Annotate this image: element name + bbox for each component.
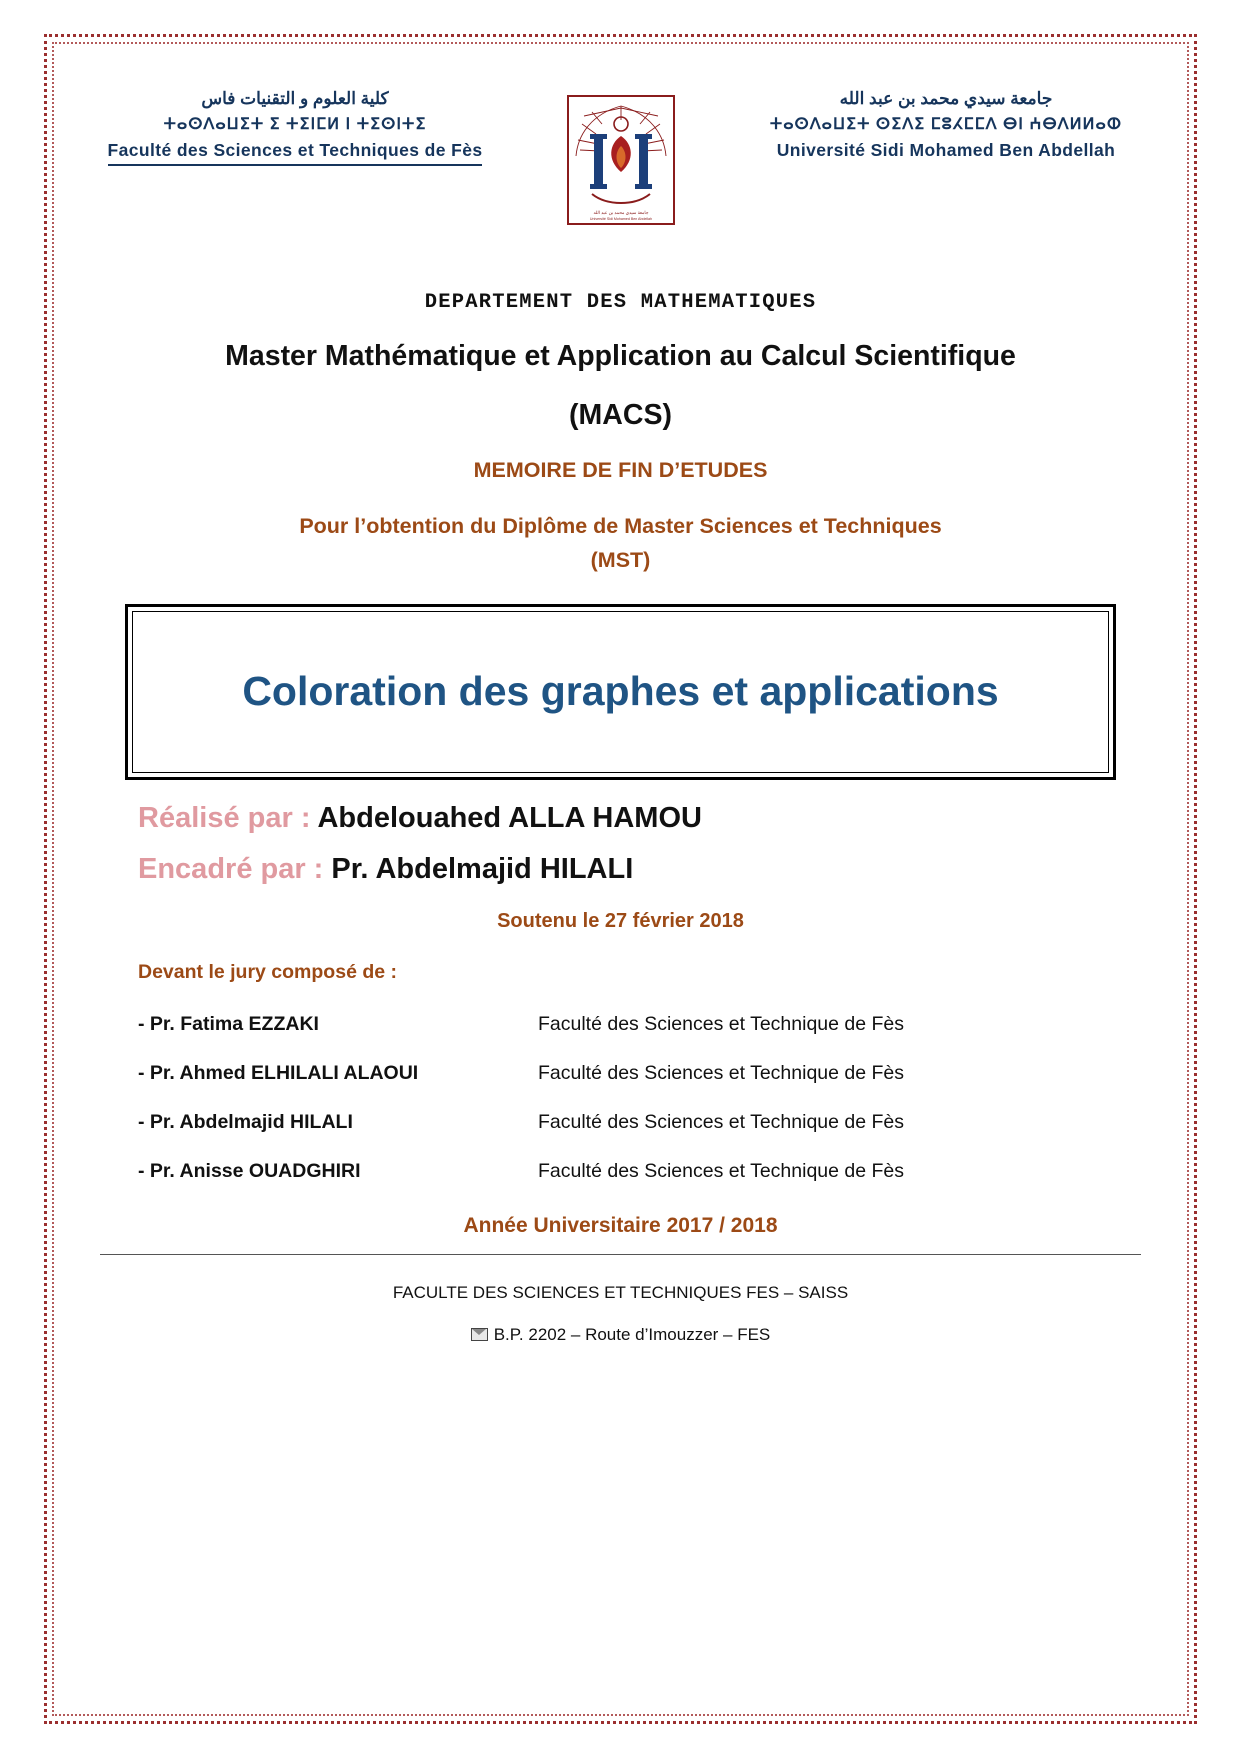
university-name-tifinagh: ⵜⴰⵙⴷⴰⵡⵉⵜ ⵙⵉⴷⵉ ⵎⵓⵃⵎⵎⴷ ⴱⵏ ⵄⴱⴷⵍⵍⴰⵀ	[769, 115, 1123, 133]
thesis-title-inner-frame	[132, 611, 1109, 773]
diploma-line	[80, 509, 1161, 578]
department-label: DEPARTEMENT DES MATHEMATIQUES	[424, 291, 817, 314]
author-name: Abdelouahed ALLA HAMOU	[317, 801, 702, 834]
faculty-identity-block	[80, 88, 510, 166]
program-acronym: (MACS)	[569, 399, 672, 431]
jury-member-affiliation: Faculté des Sciences et Technique de Fès	[538, 1012, 905, 1035]
faculty-name-arabic: كلية العلوم و التقنيات فاس	[201, 89, 389, 108]
jury-member-name: - Pr. Ahmed ELHILALI ALAOUI	[138, 1061, 419, 1084]
university-logo	[562, 94, 680, 229]
table-row	[80, 1000, 1161, 1049]
footer-institution: FACULTE DES SCIENCES ET TECHNIQUES FES – SAISS	[392, 1282, 849, 1302]
page-content	[80, 60, 1161, 1694]
faculty-name-tifinagh: ⵜⴰⵙⴷⴰⵡⵉⵜ ⵉ ⵜⵉⵏⵎⵍ ⵏ ⵜⵉⵙⵏⵜⵉ	[163, 115, 427, 133]
thesis-title-frame	[125, 604, 1116, 780]
table-row	[80, 1147, 1161, 1196]
jury-member-affiliation: Faculté des Sciences et Technique de Fès	[538, 1159, 905, 1182]
university-name-french: Université Sidi Mohamed Ben Abdellah	[776, 139, 1116, 160]
envelope-icon	[471, 1328, 488, 1341]
jury-member-name: - Pr. Abdelmajid HILALI	[138, 1110, 353, 1133]
university-identity-block	[731, 88, 1161, 162]
realise-par-label: Réalisé par :	[138, 801, 311, 834]
university-name-arabic: جامعة سيدي محمد بن عبد الله	[839, 89, 1053, 108]
diploma-text: Pour l’obtention du Diplôme de Master Sciences et Techniques	[299, 514, 942, 538]
memoire-label: MEMOIRE DE FIN D’ETUDES	[473, 458, 768, 482]
thesis-title: Coloration des graphes et applications	[242, 668, 999, 715]
faculty-name-french: Faculté des Sciences et Techniques de Fès	[108, 139, 483, 167]
table-row	[80, 1049, 1161, 1098]
supervisor-line	[80, 853, 1161, 886]
jury-member-name: - Pr. Fatima EZZAKI	[138, 1012, 319, 1035]
academic-year: Année Universitaire 2017 / 2018	[463, 1213, 778, 1237]
jury-heading: Devant le jury composé de :	[138, 960, 397, 983]
supervisor-name: Pr. Abdelmajid HILALI	[331, 852, 634, 885]
diploma-acronym: (MST)	[590, 548, 651, 573]
svg-text:جامعة سيدي محمد بن عبد الله: جامعة سيدي محمد بن عبد الله	[593, 210, 648, 215]
jury-member-affiliation: Faculté des Sciences et Technique de Fès	[538, 1110, 905, 1133]
document-footer	[80, 1283, 1161, 1345]
encadre-par-label: Encadré par :	[138, 852, 324, 885]
footer-address-line	[80, 1325, 1161, 1345]
table-row	[80, 1098, 1161, 1147]
footer-divider	[100, 1254, 1141, 1255]
defense-date: Soutenu le 27 février 2018	[497, 909, 744, 932]
jury-member-affiliation: Faculté des Sciences et Technique de Fès	[538, 1061, 905, 1084]
university-seal-icon	[562, 94, 680, 229]
author-line	[80, 802, 1161, 835]
jury-member-name: - Pr. Anisse OUADGHIRI	[138, 1159, 361, 1182]
master-program-title: Master Mathématique et Application au Calcul Scientifique	[225, 340, 1016, 372]
document-header	[80, 60, 1161, 229]
jury-table	[80, 1000, 1161, 1196]
footer-address: B.P. 2202 – Route d’Imouzzer – FES	[493, 1324, 771, 1344]
svg-text:Université Sidi Mohamed Ben Ab: Université Sidi Mohamed Ben Abdellah	[589, 217, 652, 221]
